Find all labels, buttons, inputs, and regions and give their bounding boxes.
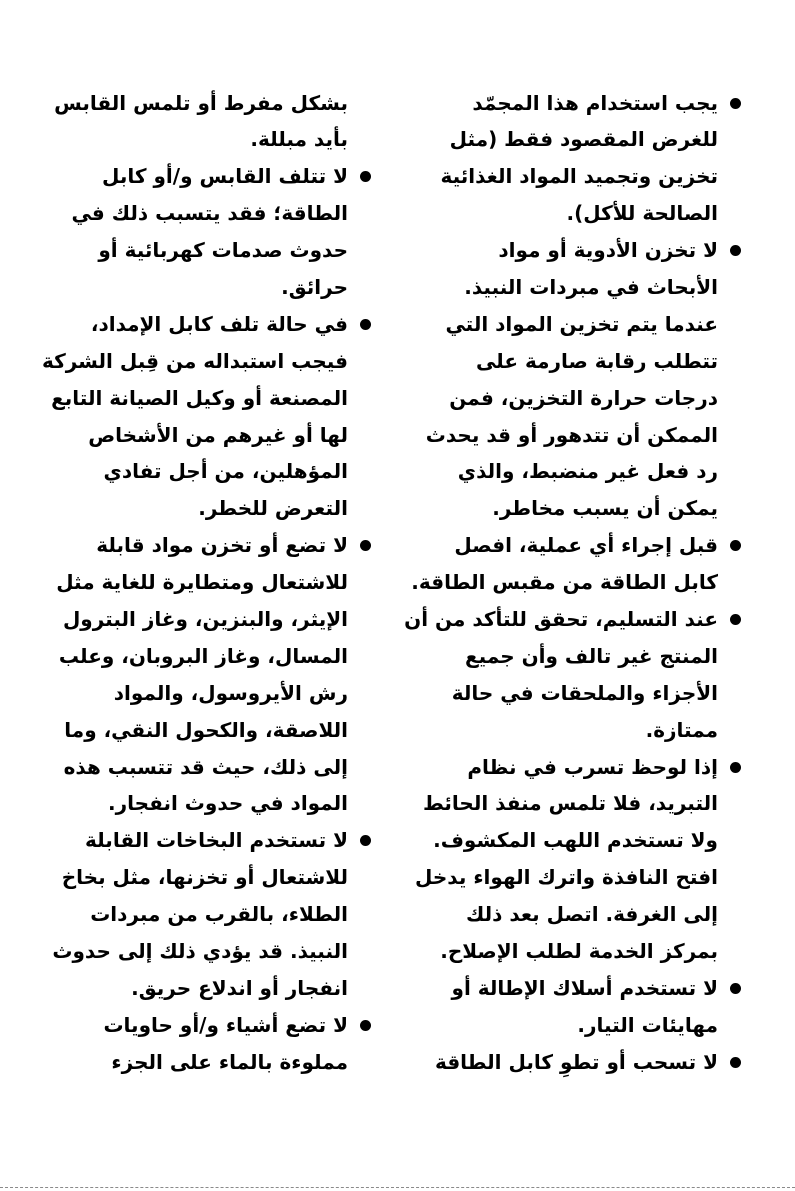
text-line: للاشتعال أو تخزنها، مثل بخاخ [61, 865, 348, 890]
text-line: النبيذ. قد يؤدي ذلك إلى حدوث [52, 938, 348, 963]
bullet-dot [360, 1020, 371, 1031]
text-line: مهايئات التيار. [577, 1012, 718, 1037]
text-line: انفجار أو اندلاع حريق. [131, 975, 348, 1000]
text-line: لا تخزن الأدوية أو مواد [498, 238, 718, 263]
bullet-dot [730, 245, 741, 256]
text-line: المصنعة أو وكيل الصيانة التابع [51, 385, 348, 410]
text-line: عندما يتم تخزين المواد التي [445, 311, 718, 336]
text-line: الأجزاء والملحقات في حالة [451, 680, 718, 705]
text-line: الصالحة للأكل). [566, 201, 718, 226]
bullet-item [15, 822, 380, 1006]
text-line: في حالة تلف كابل الإمداد، [90, 311, 348, 336]
text-line: ممتازة. [645, 717, 718, 742]
text-line: مملوءة بالماء على الجزء [111, 1049, 348, 1074]
text-line: الطاقة؛ فقد يتسبب ذلك في [71, 201, 348, 226]
bullet-item [385, 601, 750, 749]
bullet-dot [730, 98, 741, 109]
bullet-item [385, 527, 750, 601]
text-line: إذا لوحظ تسرب في نظام [467, 754, 718, 779]
text-line: للغرض المقصود فقط (مثل [449, 127, 718, 152]
text-line: الأبحاث في مبردات النبيذ. [464, 274, 718, 299]
bullet-item [385, 970, 750, 1044]
text-line: لا تسحب أو تطوِ كابل الطاقة [434, 1049, 718, 1074]
text-line: يجب استخدام هذا المجمّد [472, 90, 718, 115]
text-line: تخزين وتجميد المواد الغذائية [440, 164, 718, 189]
text-line: التبريد، فلا تلمس منفذ الحائط [423, 791, 718, 816]
text-line: تتطلب رقابة صارمة على [475, 348, 718, 373]
text-line: ولا تستخدم اللهب المكشوف. [433, 828, 718, 853]
bullet-item [385, 85, 750, 233]
text-line: بأيد مبللة. [250, 127, 348, 152]
text-line: افتح النافذة واترك الهواء يدخل [415, 865, 718, 890]
text-line: المنتج غير تالف وأن جميع [465, 643, 718, 668]
bullet-dot [730, 1057, 741, 1068]
bullet-item [385, 232, 750, 527]
text-line: التعرض للخطر. [198, 496, 348, 521]
text-line: المؤهلين، من أجل تفادي [103, 459, 348, 484]
text-line: لا تستخدم البخاخات القابلة [85, 828, 348, 853]
text-line: للاشتعال ومتطايرة للغاية مثل [56, 570, 348, 595]
text-line: يمكن أن يسبب مخاطر. [492, 496, 718, 521]
bullet-dot [360, 835, 371, 846]
bullet-dot [730, 540, 741, 551]
text-line: المواد في حدوث انفجار. [108, 791, 348, 816]
text-line: حدوث صدمات كهربائية أو [98, 238, 348, 263]
bullet-dot [730, 983, 741, 994]
bullet-dot [360, 319, 371, 330]
page-bottom-edge-rule [0, 1187, 795, 1188]
text-line: درجات حرارة التخزين، فمن [449, 385, 718, 410]
text-line: الممكن أن تتدهور أو قد يحدث [425, 422, 718, 447]
text-line: كابل الطاقة من مقبس الطاقة. [411, 570, 718, 595]
bullet-dot [730, 614, 741, 625]
right-column [385, 85, 750, 1081]
text-line: إلى ذلك، حيث قد تتسبب هذه [63, 754, 348, 779]
text-line: بمركز الخدمة لطلب الإصلاح. [440, 938, 718, 963]
bullet-item [15, 158, 380, 306]
text-line: بشكل مفرط أو تلمس القابس [54, 90, 348, 115]
text-line: المسال، وغاز البروبان، وعلب [58, 643, 348, 668]
bullet-item [385, 1044, 750, 1081]
continued-text [15, 85, 380, 159]
bullet-dot [360, 171, 371, 182]
text-line: رد فعل غير منضبط، والذي [457, 459, 718, 484]
text-line: الإيثر، والبنزين، وغاز البترول [62, 606, 348, 631]
text-line: فيجب استبداله من قِبل الشركة [41, 348, 348, 373]
bullet-dot [360, 540, 371, 551]
text-line: إلى الغرفة. اتصل بعد ذلك [465, 902, 718, 927]
bullet-item [385, 749, 750, 970]
text-line: لا تضع أو تخزن مواد قابلة [96, 533, 348, 558]
bullet-item [15, 306, 380, 527]
text-line: عند التسليم، تحقق للتأكد من أن [404, 606, 718, 631]
text-line: رش الأيروسول، والمواد [113, 680, 348, 705]
text-line: حرائق. [281, 274, 348, 299]
text-line: لها أو غيرهم من الأشخاص [88, 422, 348, 447]
text-line: اللاصقة، والكحول النقي، وما [64, 717, 348, 742]
text-line: قبل إجراء أي عملية، افصل [454, 533, 718, 558]
text-line: لا تتلف القابس و/أو كابل [102, 164, 348, 189]
left-column [15, 85, 380, 1081]
bullet-item [15, 1007, 380, 1081]
text-line: لا تستخدم أسلاك الإطالة أو [451, 975, 718, 1000]
bullet-dot [730, 762, 741, 773]
text-line: لا تضع أشياء و/أو حاويات [103, 1012, 348, 1037]
text-line: الطلاء، بالقرب من مبردات [90, 902, 348, 927]
bullet-item [15, 527, 380, 822]
